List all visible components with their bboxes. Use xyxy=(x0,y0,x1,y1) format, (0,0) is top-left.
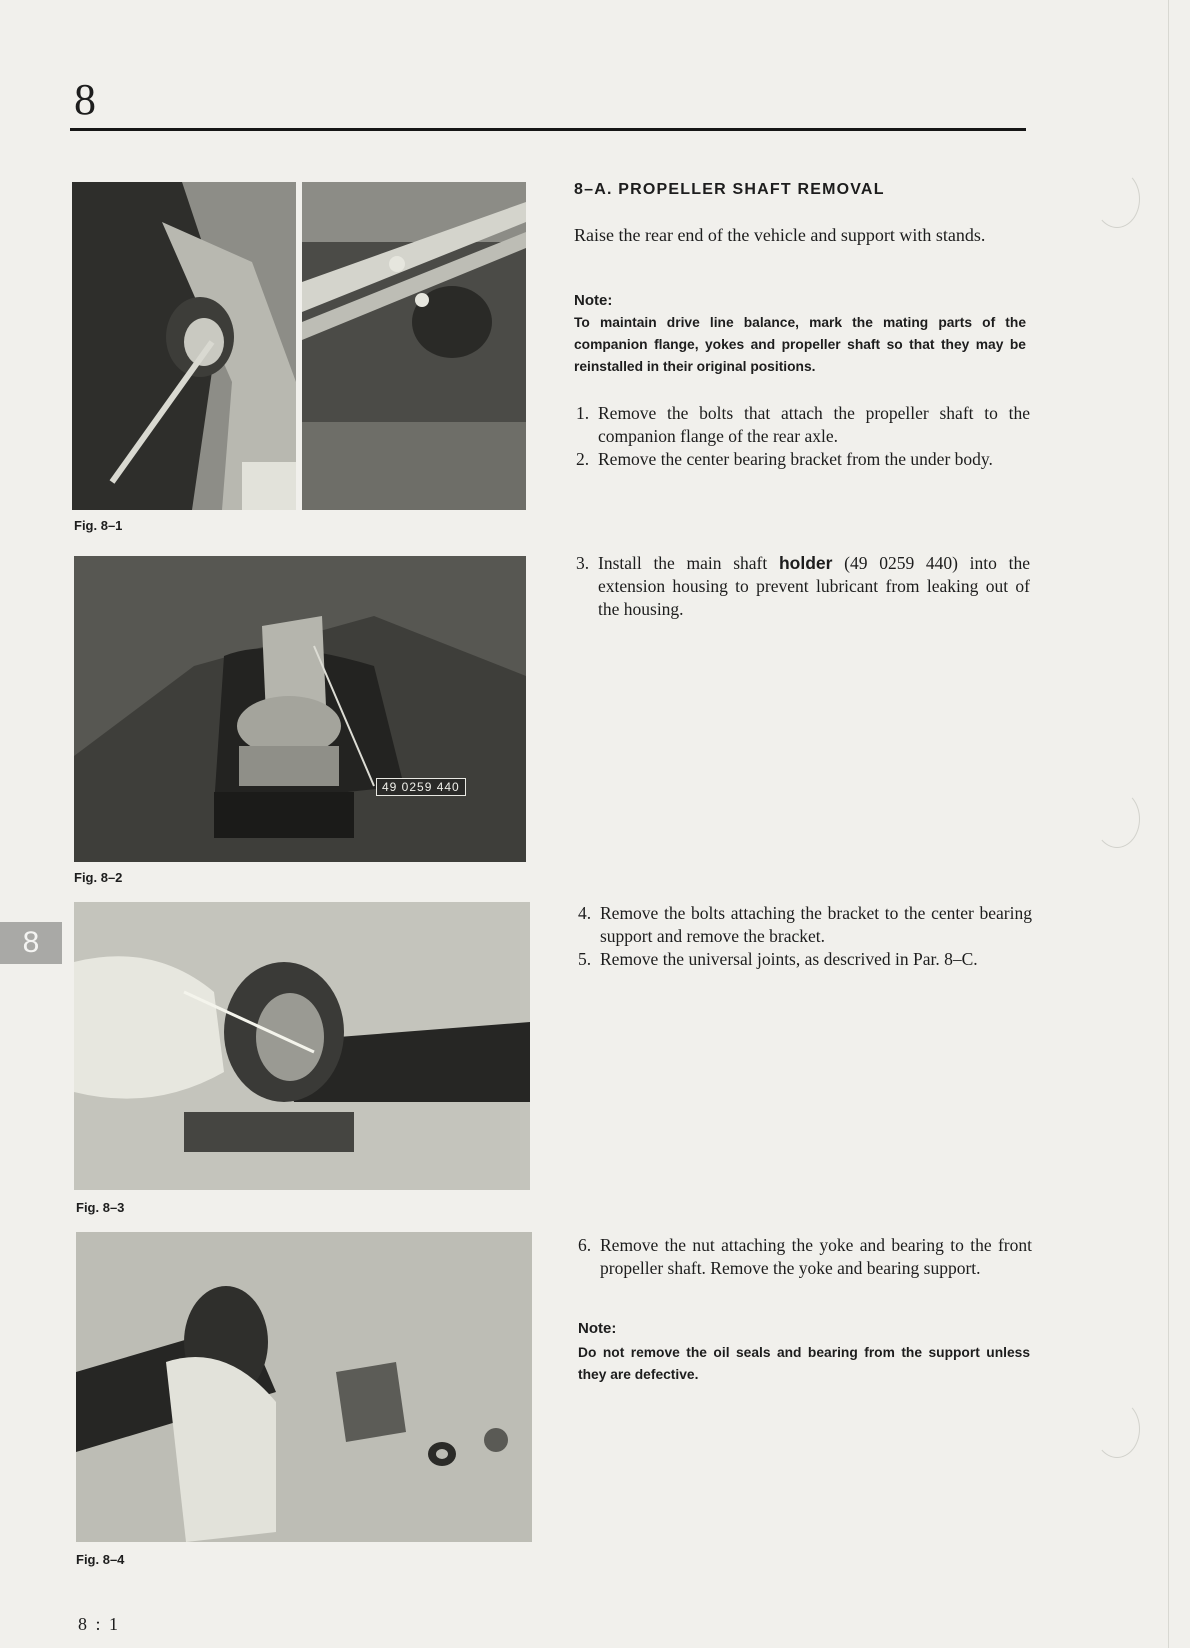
step-number: 2. xyxy=(576,449,590,469)
chapter-number: 8 xyxy=(74,75,96,124)
figure-8-3-photo xyxy=(74,902,530,1190)
figure-8-4-photo xyxy=(76,1232,532,1542)
step-number: 1. xyxy=(576,403,590,423)
note-2-label: Note: xyxy=(578,1320,617,1337)
step-number: 5. xyxy=(578,949,592,969)
figure-8-1-right-photo xyxy=(302,182,526,510)
step-text: Remove the nut attaching the yoke and bearing to the front propeller shaft. Remove the yoke and bearing support. xyxy=(600,1235,1032,1278)
binder-hole xyxy=(1094,170,1140,228)
step-text: Remove the bolts that attach the propeller shaft to the companion flange of the rear axle. xyxy=(598,403,1030,446)
figure-8-1-caption: Fig. 8–1 xyxy=(74,518,123,533)
step-text xyxy=(598,552,1030,621)
header-rule xyxy=(70,128,1026,131)
figure-8-4-caption: Fig. 8–4 xyxy=(76,1552,125,1567)
step-3 xyxy=(576,552,1030,621)
note-1-label: Note: xyxy=(574,292,613,309)
step-1 xyxy=(576,402,1030,448)
step-text: Remove the bolts attaching the bracket to the center bearing support and remove the bracket. xyxy=(600,903,1032,946)
step-text-part: (49 0259 440) into the extension housing to prevent lubricant from leaking out of the housing. xyxy=(598,553,1030,619)
binder-hole xyxy=(1094,1400,1140,1458)
step-text: Remove the universal joints, as descrived in Par. 8–C. xyxy=(600,949,978,969)
step-text-part: Install the main shaft xyxy=(598,553,779,573)
step-number: 3. xyxy=(576,553,590,573)
step-number: 4. xyxy=(578,903,592,923)
step-text: Remove the center bearing bracket from the under body. xyxy=(598,449,993,469)
step-text-bold: holder xyxy=(778,553,833,573)
figure-8-2-caption: Fig. 8–2 xyxy=(74,870,123,885)
page-edge xyxy=(1168,0,1169,1648)
step-6 xyxy=(578,1234,1032,1280)
binder-hole xyxy=(1094,790,1140,848)
note-1-text: To maintain drive line balance, mark the mating parts of the companion flange, yokes and propeller shaft so that they may be reinstalled in their original positions. xyxy=(574,315,1026,374)
intro-paragraph: Raise the rear end of the vehicle and support with stands. xyxy=(574,225,986,245)
figure-8-3-caption: Fig. 8–3 xyxy=(76,1200,125,1215)
tool-number-callout: 49 0259 440 xyxy=(376,778,466,796)
page-number: 8 : 1 xyxy=(78,1614,121,1634)
figure-8-1-left-photo xyxy=(72,182,296,510)
step-5 xyxy=(578,948,1032,971)
section-heading: 8–A. PROPELLER SHAFT REMOVAL xyxy=(574,181,885,198)
step-number: 6. xyxy=(578,1235,592,1255)
chapter-tab: 8 xyxy=(0,922,62,964)
step-2 xyxy=(576,448,1030,471)
step-4 xyxy=(578,902,1032,948)
figure-8-2-photo xyxy=(74,556,526,862)
note-2-text: Do not remove the oil seals and bearing from the support unless they are defective. xyxy=(578,1345,1030,1382)
